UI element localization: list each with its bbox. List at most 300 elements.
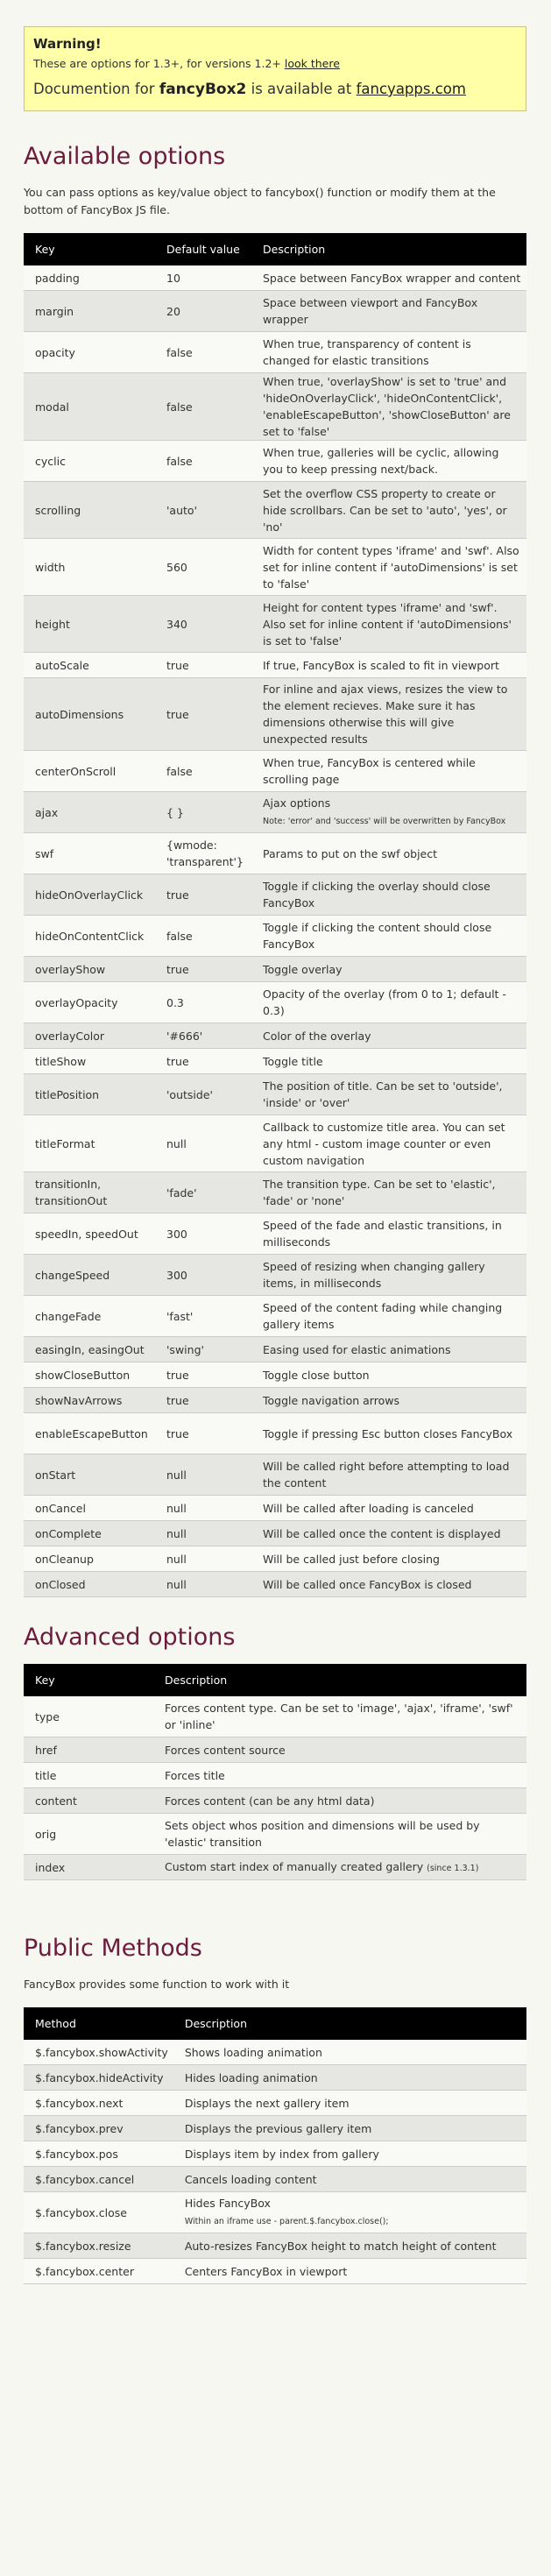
option-key-cell [24,2065,173,2091]
option-default-cell [155,1296,251,1337]
table-row [24,874,526,916]
option-description-cell [153,1696,526,1737]
option-default-cell [155,1255,251,1296]
option-key-cell [24,2233,173,2259]
option-key: type [35,1709,60,1723]
option-description: Will be called just before closing [263,1552,440,1566]
option-key-cell [24,957,155,982]
option-key-cell [24,1255,155,1296]
table-row [24,1115,526,1172]
option-description: The transition type. Can be set to 'elastic', 'fade' or 'none' [263,1178,496,1207]
option-default: {wmode: 'transparent'} [166,839,244,868]
option-description-cell [251,874,526,916]
option-description: When true, galleries will be cyclic, allowing you to keep pressing next/back. [263,446,499,476]
option-description-cell [251,1296,526,1337]
option-description: Displays the next gallery item [184,2096,350,2110]
option-key: $.fancybox.prev [35,2121,124,2135]
option-description: Displays the previous gallery item [184,2121,372,2135]
table-row [24,2141,526,2167]
option-key: modal [35,400,69,414]
option-description-cell [251,291,526,332]
available-options-intro: You can pass options as key/value object to fancybox() function or modify them at the bottom of FancyBox JS file. [24,186,496,216]
col-description: Description [153,1664,526,1696]
option-default-cell [155,1115,251,1172]
option-default-cell [155,1496,251,1521]
table-row [24,1788,526,1814]
table-row [24,916,526,957]
table-row [24,2233,526,2259]
option-description-cell [153,1788,526,1814]
option-default: true [166,962,189,976]
option-key-cell [24,1023,155,1049]
option-key-cell [24,1337,155,1362]
option-description-cell [153,1814,526,1855]
option-description: Set the overflow CSS property to create or hide scrollbars. Can be set to 'auto', 'yes', or 'no' [263,486,507,534]
option-description-cell [251,1388,526,1413]
option-key: showCloseButton [35,1368,131,1382]
option-default: 340 [166,617,187,631]
option-key: hideOnContentClick [35,929,145,943]
option-description: Hides FancyBox [184,2197,271,2210]
option-description: Shows loading animation [184,2045,322,2059]
option-default: true [166,888,189,902]
option-key: href [35,1743,57,1757]
option-description: Cancels loading content [184,2172,317,2186]
option-note: Note: 'error' and 'success' will be overwritten by FancyBox [263,817,506,826]
option-description: Sets object whos position and dimensions will be used by 'elastic' transition [165,1819,480,1849]
option-key: overlayOpacity [35,995,118,1009]
table-row [24,1763,526,1788]
col-key: Key [24,1664,153,1696]
option-key-cell [24,982,155,1023]
option-default-cell [155,792,251,833]
look-there-link[interactable]: look there [284,57,340,70]
col-description: Description [173,2007,526,2040]
col-method: Method [24,2007,173,2040]
option-key: padding [35,271,80,285]
table-row [24,751,526,792]
option-description-cell [251,982,526,1023]
option-default-cell [155,539,251,596]
option-key: swf [35,846,54,860]
option-key: scrolling [35,503,81,517]
option-key-cell [24,2259,173,2284]
warning-text: These are options for 1.3+, for versions 1.2+ [33,57,281,70]
option-description-cell [251,441,526,482]
option-default-cell [155,957,251,982]
option-key: titleFormat [35,1136,95,1150]
option-description-cell [251,957,526,982]
option-key: showNavArrows [35,1393,123,1407]
option-key: changeFade [35,1309,102,1323]
option-description: Toggle close button [263,1368,370,1382]
option-key: $.fancybox.pos [35,2147,118,2161]
option-description: Speed of the fade and elastic transitions, in milliseconds [263,1219,502,1249]
table-row [24,1496,526,1521]
option-key: $.fancybox.center [35,2264,134,2278]
option-description: Speed of resizing when changing gallery items, in milliseconds [263,1260,485,1290]
option-key: $.fancybox.resize [35,2239,131,2253]
option-key-cell [24,1572,155,1597]
option-description: For inline and ajax views, resizes the view to the element recieves. Make sure it has dimensions otherwise this will give unexpected results [263,683,508,746]
option-description-cell [251,1337,526,1362]
option-default-cell [155,441,251,482]
option-description-cell [173,2259,526,2284]
col-description: Description [251,233,526,265]
option-default: 'fast' [166,1309,194,1323]
option-default: true [166,1393,189,1407]
option-description: When true, transparency of content is changed for elastic transitions [263,337,471,367]
advanced-options-heading: Advanced options [24,1624,236,1651]
option-key-cell [24,373,155,441]
option-description: Will be called after loading is canceled [263,1501,474,1515]
option-default-cell [155,874,251,916]
option-key-cell [24,1074,155,1115]
option-key-cell [24,678,155,751]
option-description: Toggle title [263,1054,323,1068]
table-row [24,1023,526,1049]
option-default: 20 [166,304,180,318]
option-key: $.fancybox.close [35,2205,127,2219]
option-default-cell [155,678,251,751]
option-default-cell [155,265,251,291]
option-description: Forces content type. Can be set to 'image', 'ajax', 'iframe', 'swf' or 'inline' [165,1702,513,1731]
option-description-cell [251,1115,526,1172]
available-options-heading: Available options [24,143,226,170]
option-key-cell [24,1296,155,1337]
table-row [24,1521,526,1546]
option-default-cell [155,833,251,874]
table-row [24,1296,526,1337]
option-description: Width for content types 'iframe' and 'swf'. Also set for inline content if 'autoDimensions' is set to 'false' [263,543,519,591]
option-description-cell [251,539,526,596]
option-key-cell [24,265,155,291]
option-key-cell [24,291,155,332]
option-description-cell [173,2192,526,2233]
option-key-cell [24,833,155,874]
option-description-cell [251,1172,526,1214]
option-description: Will be called once FancyBox is closed [263,1577,472,1591]
table-row [24,2091,526,2116]
table-row [24,957,526,982]
option-key-cell [24,596,155,653]
option-key: speedIn, speedOut [35,1227,138,1241]
option-description: Forces title [165,1768,225,1782]
option-key-cell [24,874,155,916]
option-default-cell [155,1546,251,1572]
option-default-cell [155,916,251,957]
option-description: Params to put on the swf object [263,846,438,860]
table-row [24,2116,526,2141]
table-row [24,2192,526,2233]
option-description-cell [173,2167,526,2192]
option-default: null [166,1577,187,1591]
option-key-cell [24,916,155,957]
option-default: true [166,707,189,721]
option-key: $.fancybox.showActivity [35,2045,168,2059]
option-key: width [35,560,66,574]
option-default-cell [155,596,251,653]
option-description: Will be called once the content is displayed [263,1526,501,1540]
option-key-cell [24,1496,155,1521]
option-default-cell [155,982,251,1023]
option-description: Callback to customize title area. You can set any html - custom image counter or even custom navigation [263,1120,505,1167]
option-key-cell [24,1546,155,1572]
table-row [24,1546,526,1572]
option-key: opacity [35,345,75,359]
option-key-cell [24,1855,153,1880]
option-default-cell [155,291,251,332]
option-description-cell [251,596,526,653]
option-default-cell [155,751,251,792]
table-row [24,1814,526,1855]
table-row [24,1696,526,1737]
public-methods-body [24,2040,526,2284]
option-key-cell [24,1814,153,1855]
option-default: 300 [166,1227,187,1241]
option-default: 300 [166,1268,187,1282]
option-default: true [166,658,189,672]
option-key-cell [24,1521,155,1546]
available-options-body [24,265,526,1597]
col-default: Default value [155,233,251,265]
option-description-cell [251,1496,526,1521]
option-description-cell [251,482,526,539]
option-key-cell [24,1763,153,1788]
table-row [24,1737,526,1763]
option-description: Toggle navigation arrows [263,1393,399,1407]
option-description-cell [173,2141,526,2167]
option-key: titlePosition [35,1087,100,1101]
option-default-cell [155,1572,251,1597]
option-description: Height for content types 'iframe' and 'swf'. Also set for inline content if 'autoDimensions' is set to 'false' [263,600,512,648]
option-default-cell [155,1521,251,1546]
option-key: onComplete [35,1526,102,1540]
table-row [24,653,526,678]
option-default-cell [155,332,251,373]
option-description: Toggle if pressing Esc button closes FancyBox [263,1426,513,1440]
table-row [24,265,526,291]
option-key-cell [24,1362,155,1388]
option-key-cell [24,1696,153,1737]
option-key-cell [24,792,155,833]
option-key: autoScale [35,658,89,672]
option-description-cell [173,2091,526,2116]
option-description-cell [173,2040,526,2065]
table-row [24,1413,526,1454]
option-description-cell [251,1049,526,1074]
option-default: '#666' [166,1029,203,1043]
public-methods-intro: FancyBox provides some function to work with it [24,1978,290,1991]
warning-doc [33,81,517,98]
option-default-cell [155,1337,251,1362]
option-key: cyclic [35,454,66,468]
doc-middle: is available at [251,81,352,97]
option-key-cell [24,2167,173,2192]
option-description: Forces content (can be any html data) [165,1794,375,1808]
option-default-cell [155,1388,251,1413]
option-description-cell [251,1023,526,1049]
option-since: (since 1.3.1) [427,1863,479,1873]
table-row [24,1172,526,1214]
option-description-cell [173,2116,526,2141]
fancyapps-link[interactable]: fancyapps.com [356,81,466,97]
option-key: autoDimensions [35,707,124,721]
option-key: overlayColor [35,1029,105,1043]
option-description: When true, 'overlayShow' is set to 'true' and 'hideOnOverlayClick', 'hideOnContentClick', 'enableEscapeButton', 'showCloseButton' are set to 'false' [263,375,511,438]
table-row [24,1255,526,1296]
option-default: false [166,400,193,414]
option-key-cell [24,482,155,539]
option-default-cell [155,1214,251,1255]
public-methods-table [24,2007,526,2284]
option-key-cell [24,1214,155,1255]
table-row [24,539,526,596]
table-row [24,678,526,751]
table-row [24,792,526,833]
option-key: easingIn, easingOut [35,1342,145,1356]
available-options-table [24,233,526,1597]
doc-prefix: Documention for [33,81,155,97]
option-description-cell [251,1074,526,1115]
option-key-cell [24,653,155,678]
table-row [24,1214,526,1255]
option-description-cell [173,2065,526,2091]
option-description-cell [251,1413,526,1454]
option-key-cell [24,2192,173,2233]
option-description-cell [251,1546,526,1572]
option-default: 0.3 [166,995,184,1009]
option-key-cell [24,332,155,373]
table-row [24,291,526,332]
option-default-cell [155,482,251,539]
option-description: Space between viewport and FancyBox wrapper [263,296,478,326]
option-key-cell [24,2116,173,2141]
option-default: 'fade' [166,1185,197,1200]
table-row [24,2167,526,2192]
public-methods-heading: Public Methods [24,1935,202,1962]
table-row [24,2065,526,2091]
option-default: false [166,345,193,359]
option-description-cell [251,265,526,291]
option-key-cell [24,441,155,482]
option-description: Toggle overlay [263,962,343,976]
option-description: Will be called right before attempting to load the content [263,1460,510,1490]
option-description-cell [251,1214,526,1255]
option-default-cell [155,653,251,678]
option-default: 560 [166,560,187,574]
option-key-cell [24,1115,155,1172]
option-key-cell [24,1737,153,1763]
option-description: Toggle if clicking the overlay should close FancyBox [263,880,491,909]
option-description-cell [251,751,526,792]
option-description-cell [251,792,526,833]
option-key: $.fancybox.cancel [35,2172,135,2186]
option-description: Auto-resizes FancyBox height to match height of content [184,2239,497,2253]
table-row [24,332,526,373]
table-row [24,1362,526,1388]
advanced-options-table [24,1664,526,1880]
option-key-cell [24,1049,155,1074]
option-default-cell [155,1454,251,1496]
option-description-cell [153,1763,526,1788]
warning-line [33,57,517,70]
advanced-options-body [24,1696,526,1880]
option-description-cell [153,1737,526,1763]
option-key: index [35,1860,66,1874]
option-default-cell [155,1172,251,1214]
table-row [24,1074,526,1115]
option-key: centerOnScroll [35,764,117,778]
option-default-cell [155,1362,251,1388]
option-description-cell [153,1855,526,1880]
option-key: transitionIn, transitionOut [35,1178,108,1207]
option-key: orig [35,1827,57,1841]
option-key: titleShow [35,1054,87,1068]
table-row [24,2259,526,2284]
option-default-cell [155,1074,251,1115]
option-description-cell [251,653,526,678]
option-key-cell [24,1388,155,1413]
option-default: 'swing' [166,1342,204,1356]
option-description-cell [251,833,526,874]
option-description: The position of title. Can be set to 'outside', 'inside' or 'over' [263,1079,503,1109]
option-key-cell [24,2141,173,2167]
option-default: null [166,1501,187,1515]
option-default-cell [155,1049,251,1074]
table-row [24,596,526,653]
option-key-cell [24,1172,155,1214]
option-key-cell [24,1788,153,1814]
option-default: null [166,1552,187,1566]
option-description: Centers FancyBox in viewport [184,2264,348,2278]
option-description-cell [251,916,526,957]
option-default: true [166,1368,189,1382]
option-default: false [166,764,193,778]
option-description: Hides loading animation [184,2070,318,2084]
option-description: Custom start index of manually created gallery [165,1859,424,1873]
option-key: onClosed [35,1577,86,1591]
option-description-cell [251,1362,526,1388]
option-key: ajax [35,805,59,819]
option-description-cell [173,2233,526,2259]
option-default: true [166,1426,189,1440]
option-description-cell [251,1454,526,1496]
option-description: If true, FancyBox is scaled to fit in viewport [263,658,499,672]
option-key-cell [24,751,155,792]
table-row [24,1337,526,1362]
option-description: Speed of the content fading while changing gallery items [263,1301,503,1331]
option-default: null [166,1136,187,1150]
option-default: null [166,1526,187,1540]
table-row [24,1572,526,1597]
option-key: title [35,1768,57,1782]
table-row [24,1388,526,1413]
option-description: Forces content source [165,1743,286,1757]
option-description: Displays item by index from gallery [184,2147,379,2161]
col-key: Key [24,233,155,265]
option-key: margin [35,304,74,318]
option-key-cell [24,2091,173,2116]
table-row [24,982,526,1023]
option-description-cell [251,373,526,441]
option-key: $.fancybox.next [35,2096,124,2110]
option-description-cell [251,1255,526,1296]
option-description: Easing used for elastic animations [263,1342,451,1356]
option-default-cell [155,1023,251,1049]
option-default-cell [155,373,251,441]
option-key: onCancel [35,1501,86,1515]
